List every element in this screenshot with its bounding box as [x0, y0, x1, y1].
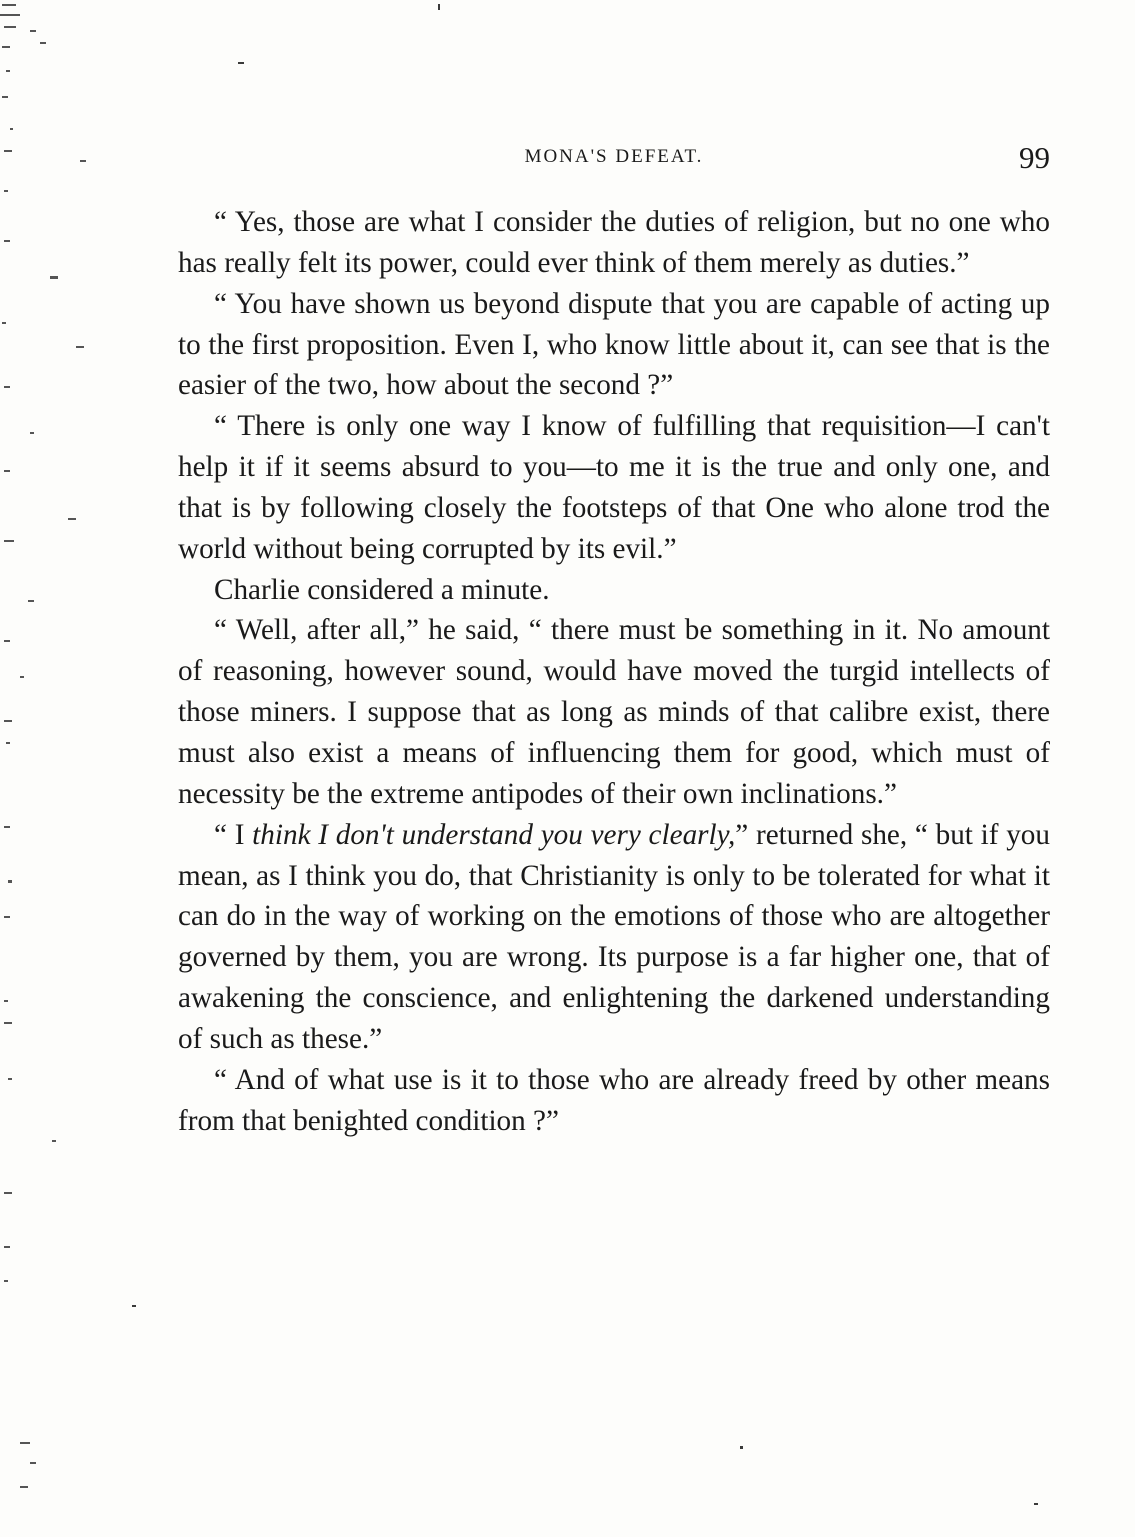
scan-speck [238, 62, 244, 64]
page-number: 99 [1019, 140, 1050, 175]
body-text [178, 202, 1050, 1141]
paragraph: “ You have shown us beyond dispute that you are capable of acting up to the first proposition. Even I, who know little about it, can see that is the easier of the two, how about the second ?” [178, 287, 1050, 402]
paragraph: Charlie considered a minute. [214, 573, 550, 606]
paragraph [178, 815, 1050, 1060]
paragraph: “ Well, after all,” he said, “ there must be something in it. No amount of reasoning, however sound, would have moved the turgid intellects of those miners. I suppose that as long as minds of that calibre exist, there must also exist a means of influencing them for good, which must of necessity be the extreme antipodes of their own inclinations.” [178, 614, 1050, 810]
paragraph-rest: ” returned she, “ but if you mean, as I think you do, that Christianity is only to be tolerated for what it can do in the way of working on the emotions of those who are altogether governed by them, you are wrong. Its purpose is a far higher one, that of awakening the conscience, and enlightening the darkened understanding of such as these.” [178, 818, 1050, 1055]
scan-speck [1034, 1503, 1038, 1505]
running-title: MONA'S DEFEAT. [524, 146, 704, 167]
scan-speck [438, 4, 440, 10]
paragraph: “ There is only one way I know of fulfilling that requisition—I can't help it if it seems absurd to you—to me it is the true and only one, and that is by following closely the footsteps of that One who alone trod the world without being corrupted by its evil.” [178, 410, 1050, 565]
paragraph-lead: “ I [214, 818, 253, 851]
scan-speck [132, 1305, 136, 1307]
page-header [178, 140, 1050, 180]
scan-speck [740, 1446, 743, 1449]
paragraph: “ And of what use is it to those who are already freed by other means from that benighted condition ?” [178, 1063, 1050, 1137]
italic-phrase: think I don't understand you very clearly, [252, 818, 736, 851]
scan-speckle-margin [0, 0, 120, 1537]
paragraph: “ Yes, those are what I consider the duties of religion, but no one who has really felt its power, could ever think of them merely as duties.” [178, 206, 1050, 279]
